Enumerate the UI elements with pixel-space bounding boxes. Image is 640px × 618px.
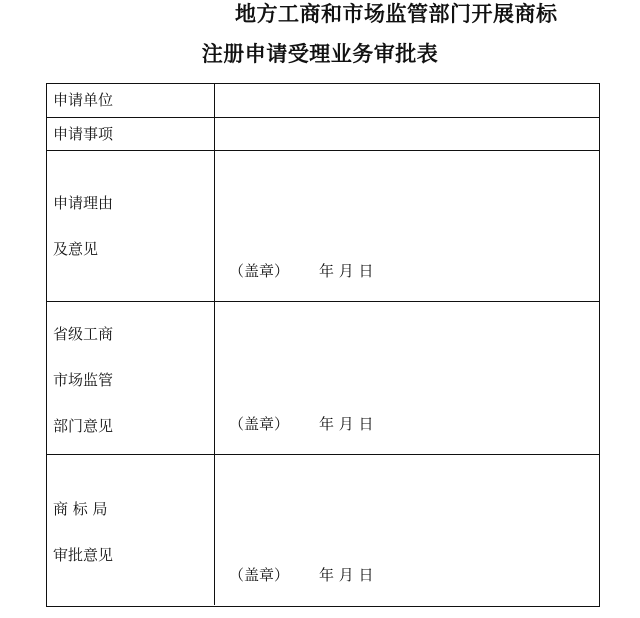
row-application-reason xyxy=(47,151,599,302)
provincial-stamp-text: （盖章） xyxy=(229,415,290,433)
trademark-office-stamp-date-line xyxy=(229,565,374,585)
approval-form-table xyxy=(46,83,600,607)
trademark-office-date-text: 年 月 日 xyxy=(319,566,374,584)
label-cell-application-item xyxy=(47,118,215,150)
row-provincial-opinion xyxy=(47,302,599,455)
reason-label-line-1: 申请理由 xyxy=(53,194,114,212)
row-trademark-office-opinion xyxy=(47,455,599,605)
trademark-office-label-line-1: 商 标 局 xyxy=(53,500,108,518)
label-cell-provincial-opinion xyxy=(47,302,215,454)
reason-date-text: 年 月 日 xyxy=(319,262,374,280)
reason-stamp-date-line xyxy=(229,261,374,281)
row-applicant-unit xyxy=(47,84,599,118)
form-title-line-1: 地方工商和市场监管部门开展商标 xyxy=(235,1,558,26)
label-cell-application-reason xyxy=(47,151,215,301)
trademark-office-label-line-2: 审批意见 xyxy=(53,546,114,564)
application-reason-value[interactable] xyxy=(215,151,599,301)
applicant-unit-value[interactable] xyxy=(215,84,599,117)
reason-stamp-text: （盖章） xyxy=(229,262,290,280)
label-cell-trademark-office xyxy=(47,455,215,605)
trademark-office-stamp-text: （盖章） xyxy=(229,566,290,584)
provincial-label-line-3: 部门意见 xyxy=(53,417,114,435)
provincial-opinion-value[interactable] xyxy=(215,302,599,454)
row-application-item xyxy=(47,118,599,151)
provincial-label-line-2: 市场监管 xyxy=(53,371,114,389)
reason-label-line-2: 及意见 xyxy=(53,240,99,258)
applicant-unit-label: 申请单位 xyxy=(53,91,114,109)
application-item-value[interactable] xyxy=(215,118,599,150)
provincial-label-line-1: 省级工商 xyxy=(53,325,114,343)
form-title-line-2: 注册申请受理业务审批表 xyxy=(201,41,439,66)
provincial-stamp-date-line xyxy=(229,414,374,434)
provincial-date-text: 年 月 日 xyxy=(319,415,374,433)
label-cell-applicant-unit xyxy=(47,84,215,117)
trademark-office-opinion-value[interactable] xyxy=(215,455,599,605)
application-item-label: 申请事项 xyxy=(53,125,114,143)
